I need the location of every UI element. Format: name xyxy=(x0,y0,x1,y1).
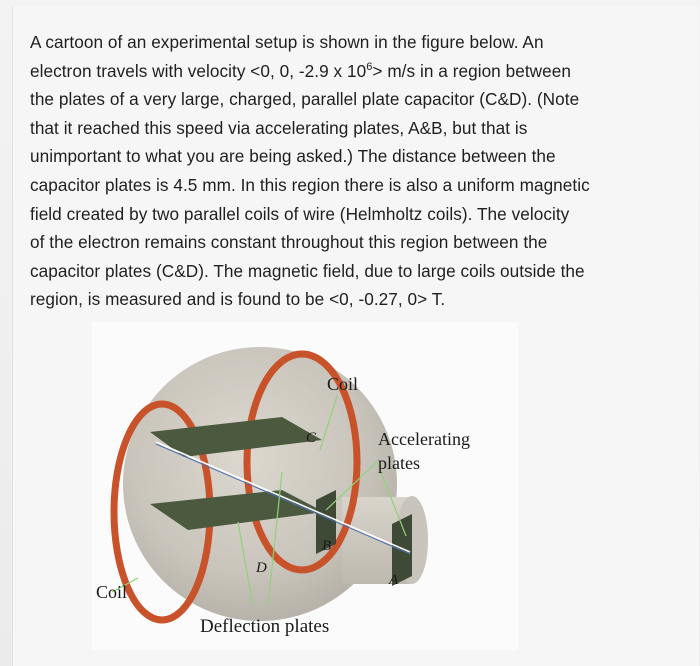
problem-line-1: A cartoon of an experimental setup is shown in the figure below. An xyxy=(30,32,544,52)
problem-text xyxy=(30,28,670,314)
problem-line-4: that it reached this speed via accelerating plates, A&B, but that is xyxy=(30,117,528,138)
label-coil-left: Coil xyxy=(96,582,128,602)
experimental-setup-figure xyxy=(92,322,518,650)
label-coil-top: Coil xyxy=(327,374,359,394)
label-accelerating-line-2: plates xyxy=(378,453,420,473)
problem-line-9: capacitor plates (C&D). The magnetic field, due to large coils outside the xyxy=(30,260,585,281)
label-plate-b: B xyxy=(322,538,332,554)
problem-line-10: region, is measured and is found to be <0, -0.27, 0> T. xyxy=(30,289,446,310)
label-deflection-plates: Deflection plates xyxy=(200,616,330,637)
velocity-text: electron travels with velocity <0, 0, -2.9 x 10 xyxy=(30,60,367,81)
problem-line-8: of the electron remains constant throughout this region between the xyxy=(30,232,548,253)
problem-line-3: the plates of a very large, charged, parallel plate capacitor (C&D). (Note xyxy=(30,89,580,110)
problem-line-6: capacitor plates is 4.5 mm. In this region there is also a uniform magnetic xyxy=(30,174,590,195)
label-plate-d: D xyxy=(256,560,267,576)
problem-line-7: field created by two parallel coils of wire (Helmholtz coils). The velocity xyxy=(30,203,570,224)
label-accelerating-line-1: Accelerating xyxy=(378,429,470,449)
problem-line-5: unimportant to what you are being asked.) The distance between the xyxy=(30,146,556,167)
setup-diagram xyxy=(92,322,518,650)
label-plate-c: C xyxy=(306,430,317,446)
label-plate-a: A xyxy=(389,572,399,588)
velocity-unit-text: > m/s in a region between xyxy=(372,60,571,81)
exponent: 6 xyxy=(366,60,373,73)
problem-line-2 xyxy=(30,57,670,86)
